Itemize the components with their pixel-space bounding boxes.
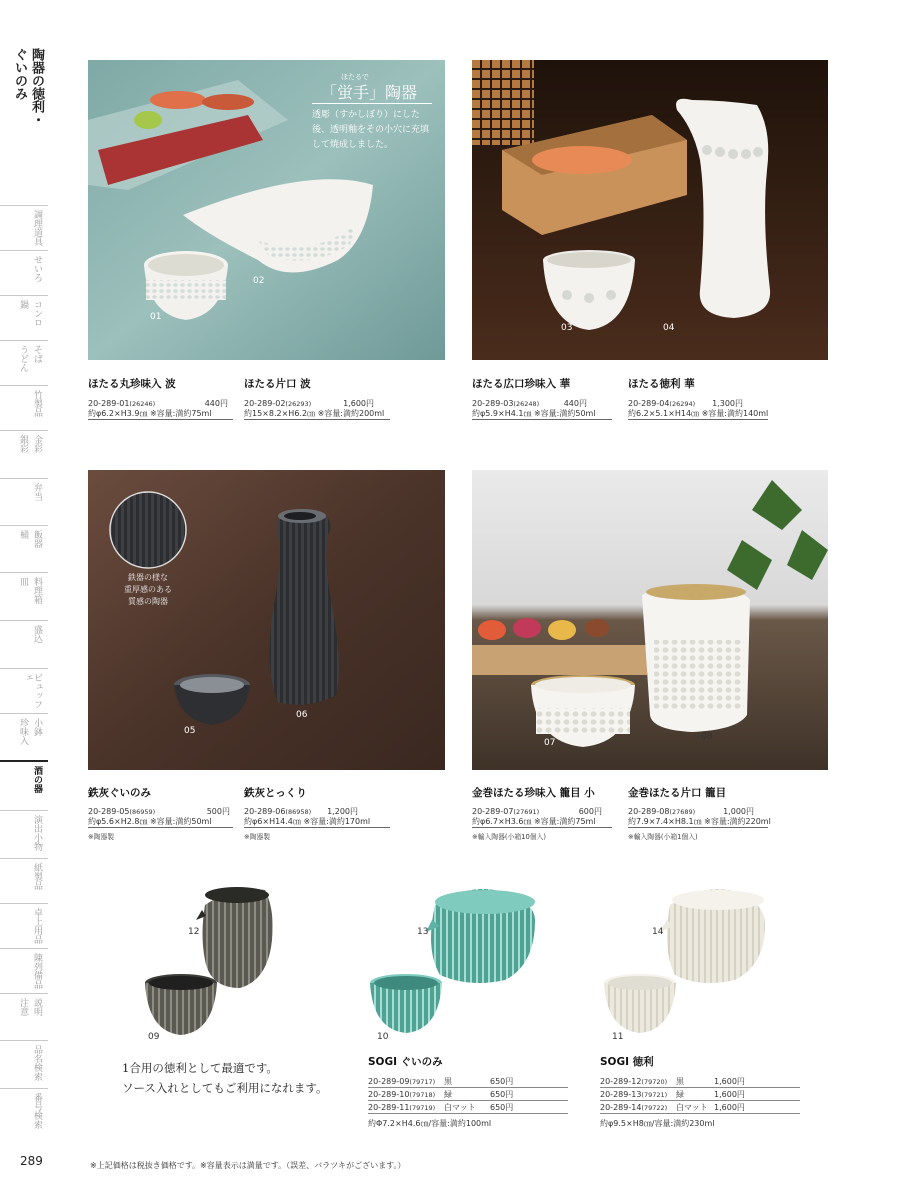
product-sub-code: (79721) — [641, 1091, 668, 1099]
iron-callout-line1: 鉄器の様な — [128, 573, 168, 582]
product-price: 1,600円 — [343, 399, 374, 408]
product-price: 650円 — [490, 1103, 514, 1112]
index-tab[interactable] — [0, 760, 48, 810]
product-divider — [88, 419, 233, 420]
product-code: 20-289-14 — [600, 1103, 642, 1112]
sogi-table-row — [368, 1088, 568, 1101]
product-price: 1,600円 — [714, 1090, 745, 1099]
index-tab[interactable] — [0, 572, 48, 620]
product-code: 20-289-01 — [88, 399, 130, 408]
sogi-product-images — [140, 880, 800, 1040]
index-tab[interactable] — [0, 903, 48, 948]
index-tab-label: 盛込 — [32, 625, 42, 643]
product-spec: 約7.9×7.4×H8.1㎝ ※容量:満約220ml — [628, 817, 771, 826]
product-note: ※陶器製 — [244, 833, 271, 841]
product-spec: 約φ5.9×H4.1㎝ ※容量:満約50ml — [472, 409, 596, 418]
product-code: 20-289-11 — [368, 1103, 410, 1112]
product-color: 緑 — [676, 1090, 684, 1099]
index-tab[interactable] — [0, 430, 48, 478]
index-tab-label: 品名検索 — [32, 1045, 42, 1081]
sogi-table-row — [368, 1101, 568, 1114]
sogi-copy-line1: 1合用の徳利として最適です。 — [122, 1061, 278, 1075]
photo-tag-07: 07 — [544, 738, 556, 748]
product-sub-code: (79719) — [409, 1104, 436, 1112]
photo-tag-14: 14 — [652, 927, 664, 937]
product-code: 20-289-02 — [244, 399, 286, 408]
index-tab-label-secondary: 鍋 — [18, 300, 28, 309]
category-title-line1: 陶器の徳利・ — [29, 48, 44, 126]
product-color: 白マット — [676, 1103, 708, 1112]
callout-body: 透彫（すかしぼり）にした後、透明釉をその小穴に充填して焼成しました。 — [312, 110, 430, 150]
photo-tag-10: 10 — [377, 1032, 389, 1042]
index-tab[interactable] — [0, 250, 48, 295]
index-tab-label-secondary: うどん — [18, 345, 28, 372]
index-tab-label: 金彩 — [32, 435, 42, 453]
index-tab-label-secondary: 珍味入 — [18, 718, 28, 745]
product-code: 20-289-12 — [600, 1077, 642, 1086]
product-spec: 約φ5.6×H2.8㎝ ※容量:満約50ml — [88, 817, 212, 826]
index-tab[interactable] — [0, 340, 48, 385]
product-price: 1,000円 — [723, 807, 754, 816]
index-tab[interactable] — [0, 525, 48, 572]
product-name: 金巻ほたる珍味入 籠目 小 — [472, 787, 595, 799]
photo-tag-06: 06 — [296, 710, 308, 720]
product-sub-code: (79722) — [641, 1104, 668, 1112]
product-sub-code: (79718) — [409, 1091, 436, 1099]
index-tab-label: コンロ — [32, 300, 42, 327]
index-tab[interactable] — [0, 810, 48, 858]
index-tab-label-secondary: 皿 — [18, 577, 28, 586]
product-code: 20-289-08 — [628, 807, 670, 816]
photo-tag-04: 04 — [663, 323, 675, 333]
index-tab[interactable] — [0, 668, 48, 713]
product-code: 20-289-05 — [88, 807, 130, 816]
index-tab[interactable] — [0, 948, 48, 993]
product-divider — [244, 827, 390, 828]
product-code: 20-289-04 — [628, 399, 670, 408]
product-sub-code: (26248) — [513, 400, 540, 408]
index-tab[interactable] — [0, 713, 48, 760]
footer-note: ※上記価格は税抜き価格です。※容量表示は満量です。（誤差、バラツキがございます。） — [90, 1161, 406, 1170]
product-price: 650円 — [490, 1090, 514, 1099]
product-spec: 約φ9.5×H8㎝/容量:満約230ml — [600, 1119, 715, 1128]
sogi-green-set — [370, 889, 535, 1033]
product-color: 白マット — [444, 1103, 476, 1112]
product-note: ※輸入陶器(小箱10個入) — [472, 833, 547, 841]
product-spec: 約15×8.2×H6.2㎝ ※容量:満約200ml — [244, 409, 385, 418]
product-note: ※輸入陶器(小箱1個入) — [628, 833, 698, 841]
index-tab[interactable] — [0, 1088, 48, 1136]
product-name: SOGI ぐいのみ — [368, 1056, 443, 1068]
index-tab-label: そば — [32, 345, 42, 363]
index-tab-label: 卓上用品 — [32, 908, 42, 944]
index-tab-label: 紙製品 — [32, 863, 42, 890]
product-price: 1,200円 — [327, 807, 358, 816]
callout-ruby: ほたるで — [341, 73, 369, 81]
index-tab-label: 飯器 — [32, 530, 42, 548]
index-tab-label: 竹製品 — [32, 390, 42, 417]
product-code: 20-289-10 — [368, 1090, 410, 1099]
photo-tag-01: 01 — [150, 312, 162, 322]
index-tab-label: 料理箱 — [32, 577, 42, 604]
photo-tag-02: 02 — [253, 276, 265, 286]
index-tab-label: 演出小物 — [32, 815, 42, 851]
product-name: 鉄灰ぐいのみ — [88, 787, 151, 799]
index-tab[interactable] — [0, 295, 48, 340]
product-price: 1,600円 — [714, 1077, 745, 1086]
product-price: 1,600円 — [714, 1103, 745, 1112]
product-name: 金巻ほたる片口 籠目 — [628, 787, 727, 799]
sogi-table-row — [600, 1088, 800, 1101]
product-sub-code: (86959) — [129, 808, 156, 816]
product-name: ほたる徳利 華 — [628, 378, 695, 390]
product-sub-code: (79720) — [641, 1078, 668, 1086]
product-spec: 約6.2×5.1×H14㎝ ※容量:満約140ml — [628, 409, 769, 418]
product-divider — [628, 419, 768, 420]
category-title — [8, 48, 46, 158]
index-tab[interactable] — [0, 385, 48, 430]
product-name: SOGI 徳利 — [600, 1056, 654, 1068]
product-divider — [472, 827, 612, 828]
product-color: 緑 — [444, 1090, 452, 1099]
index-tab[interactable] — [0, 993, 48, 1040]
photo-tag-09: 09 — [148, 1032, 160, 1042]
index-tab-label-secondary: 注意 — [18, 998, 28, 1016]
product-spec: 約Φ7.2×H4.6㎝/容量:満約100ml — [368, 1119, 492, 1128]
product-code: 20-289-06 — [244, 807, 286, 816]
index-tab[interactable] — [0, 858, 48, 903]
callout-divider — [312, 103, 432, 104]
photo-tag-13: 13 — [417, 927, 429, 937]
product-code: 20-289-13 — [600, 1090, 642, 1099]
product-sub-code: (26246) — [129, 400, 156, 408]
sogi-table-row — [600, 1101, 800, 1114]
product-code: 20-289-09 — [368, 1077, 410, 1086]
product-code: 20-289-07 — [472, 807, 514, 816]
index-tab[interactable] — [0, 620, 48, 668]
iron-callout-line2: 重厚感のある — [124, 585, 172, 594]
index-tab-label: 陳列備品 — [32, 953, 42, 989]
product-price: 1,300円 — [712, 399, 743, 408]
index-tab-label: ビュッフェ — [22, 673, 42, 709]
product-sub-code: (26294) — [669, 400, 696, 408]
photo-kinmaki-hotaru — [472, 470, 828, 770]
photo-tag-03: 03 — [561, 323, 573, 333]
index-tab[interactable] — [0, 478, 48, 525]
index-tab-label: せいろ — [32, 255, 42, 282]
product-sub-code: (27691) — [513, 808, 540, 816]
product-sub-code: (79717) — [409, 1078, 436, 1086]
product-sub-code: (26293) — [285, 400, 312, 408]
category-title-line2: ぐいのみ — [12, 48, 27, 100]
sogi-black-set — [145, 887, 273, 1035]
index-tab-label: 番号検索 — [32, 1093, 42, 1129]
product-divider — [88, 827, 233, 828]
index-tab-label: 説明 — [32, 998, 42, 1016]
iron-callout-line3: 質感の陶器 — [128, 597, 168, 606]
index-tab[interactable] — [0, 205, 48, 250]
sogi-table-row — [368, 1075, 568, 1088]
product-sub-code: (27689) — [669, 808, 696, 816]
index-tab-label: 弁当 — [32, 483, 42, 501]
page-number: 289 — [20, 1154, 43, 1168]
product-name: ほたる広口珍味入 華 — [472, 378, 571, 390]
product-divider — [472, 419, 612, 420]
photo-tag-12: 12 — [188, 927, 200, 937]
product-spec: 約φ6.7×H3.6㎝ ※容量:満約75ml — [472, 817, 596, 826]
product-sub-code: (86958) — [285, 808, 312, 816]
product-spec: 約φ6.2×H3.9㎝ ※容量:満約75ml — [88, 409, 212, 418]
photo-tag-05: 05 — [184, 726, 196, 736]
index-tab-label-secondary: 銀彩 — [18, 435, 28, 453]
product-color: 黒 — [444, 1077, 452, 1086]
product-price: 440円 — [563, 399, 587, 408]
product-name: ほたる片口 波 — [244, 378, 311, 390]
product-name: ほたる丸珍味入 波 — [88, 378, 176, 390]
index-tab-label-secondary: 桶 — [18, 530, 28, 539]
index-tab-label: 小鉢 — [32, 718, 42, 736]
photo-tag-11: 11 — [612, 1032, 624, 1042]
index-tab-label: 酒の器 — [32, 766, 42, 793]
sogi-white-set — [604, 889, 765, 1033]
index-tab-label: 調理道具 — [32, 210, 42, 246]
product-price: 600円 — [578, 807, 602, 816]
sogi-copy — [122, 1058, 328, 1098]
photo-tag-08: 08 — [701, 732, 713, 742]
index-tab[interactable] — [0, 1040, 48, 1088]
photo-hotaru-hana — [472, 60, 828, 360]
product-name: 鉄灰とっくり — [244, 787, 307, 799]
photo-hotaru-nami — [88, 60, 445, 360]
photo-tetsubai — [88, 470, 445, 770]
product-divider — [244, 419, 390, 420]
product-color: 黒 — [676, 1077, 684, 1086]
product-price: 440円 — [204, 399, 228, 408]
product-divider — [628, 827, 768, 828]
callout-title: 「蛍手」陶器 — [321, 83, 418, 102]
product-spec: 約φ6×H14.4㎝ ※容量:満約170ml — [244, 817, 371, 826]
product-note: ※陶器製 — [88, 833, 115, 841]
sogi-table-row — [600, 1075, 800, 1088]
product-code: 20-289-03 — [472, 399, 514, 408]
sogi-copy-line2: ソース入れとしてもご利用になれます。 — [122, 1081, 328, 1095]
iron-callout — [113, 572, 183, 608]
product-price: 650円 — [490, 1077, 514, 1086]
product-price: 500円 — [206, 807, 230, 816]
